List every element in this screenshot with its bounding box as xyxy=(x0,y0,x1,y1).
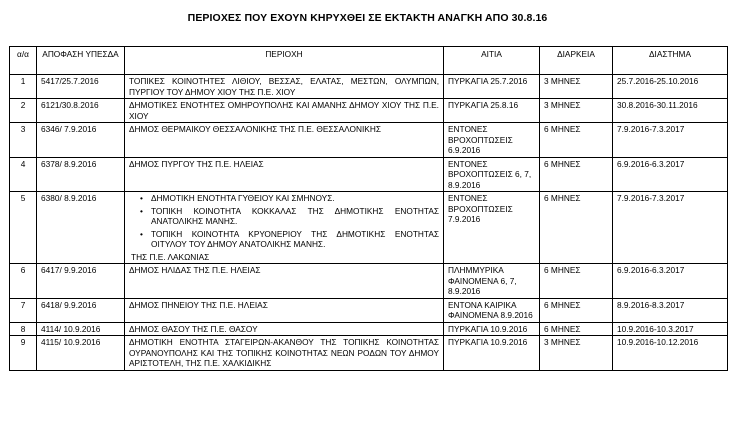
row-period: 25.7.2016-25.10.2016 xyxy=(613,75,728,99)
emergency-areas-table xyxy=(9,46,728,371)
table-row xyxy=(10,123,728,158)
row-period: 10.9.2016-10.12.2016 xyxy=(613,336,728,371)
row-no: 1 xyxy=(10,75,37,99)
list-item-text: ΔΗΜΟΤΙΚΗ ΕΝΟΤΗΤΑ ΓΥΘΕΙΟΥ ΚΑΙ ΣΜΗΝΟΥΣ. xyxy=(151,193,335,203)
row-period: 10.9.2016-10.3.2017 xyxy=(613,322,728,336)
header-no: α/α xyxy=(10,47,37,75)
table-row xyxy=(10,157,728,192)
header-cause: ΑΙΤΙΑ xyxy=(444,47,540,75)
row-cause: ΕΝΤΟΝΕΣ ΒΡΟΧΟΠΤΩΣΕΙΣ 7.9.2016 xyxy=(444,192,540,264)
row-no: 6 xyxy=(10,264,37,299)
table-row xyxy=(10,336,728,371)
bullet-icon: • xyxy=(140,193,143,203)
row-decision: 5417/25.7.2016 xyxy=(37,75,125,99)
row-duration: 6 ΜΗΝΕΣ xyxy=(540,264,613,299)
row-duration: 6 ΜΗΝΕΣ xyxy=(540,192,613,264)
row-no: 7 xyxy=(10,298,37,322)
header-duration: ΔΙΑΡΚΕΙΑ xyxy=(540,47,613,75)
row-area xyxy=(125,192,444,264)
row-decision: 6121/30.8.2016 xyxy=(37,99,125,123)
area-list xyxy=(129,193,439,250)
list-item-text: ΤΟΠΙΚΗ ΚΟΙΝΟΤΗΤΑ ΚΟΚΚΑΛΑΣ ΤΗΣ ΔΗΜΟΤΙΚΗΣ ΕΝΟΤΗΤΑΣ ΑΝΑΤΟΛΙΚΗΣ ΜΑΝΗΣ. xyxy=(151,205,439,226)
row-area: ΔΗΜΟΣ ΠΥΡΓΟΥ ΤΗΣ Π.Ε. ΗΛΕΙΑΣ xyxy=(125,157,444,192)
row-cause: ΕΝΤΟΝΕΣ ΒΡΟΧΟΠΤΩΣΕΙΣ 6, 7, 8.9.2016 xyxy=(444,157,540,192)
table-header-row xyxy=(10,47,728,75)
row-period: 7.9.2016-7.3.2017 xyxy=(613,123,728,158)
row-decision: 4115/ 10.9.2016 xyxy=(37,336,125,371)
bullet-icon: • xyxy=(140,205,143,216)
row-decision: 6378/ 8.9.2016 xyxy=(37,157,125,192)
row-decision: 6418/ 9.9.2016 xyxy=(37,298,125,322)
row-duration: 6 ΜΗΝΕΣ xyxy=(540,322,613,336)
row-duration: 3 ΜΗΝΕΣ xyxy=(540,99,613,123)
row-cause: ΕΝΤΟΝΑ ΚΑΙΡΙΚΑ ΦΑΙΝΟΜΕΝΑ 8.9.2016 xyxy=(444,298,540,322)
header-decision: ΑΠΟΦΑΣΗ ΥΠΕΣΔΑ xyxy=(37,47,125,75)
row-period: 7.9.2016-7.3.2017 xyxy=(613,192,728,264)
row-no: 8 xyxy=(10,322,37,336)
row-duration: 3 ΜΗΝΕΣ xyxy=(540,75,613,99)
row-area: ΔΗΜΟΤΙΚΕΣ ΕΝΟΤΗΤΕΣ ΟΜΗΡΟΥΠΟΛΗΣ ΚΑΙ ΑΜΑΝΗΣ ΔΗΜΟΥ ΧΙΟΥ ΤΗΣ Π.Ε. ΧΙΟΥ xyxy=(125,99,444,123)
row-decision: 6417/ 9.9.2016 xyxy=(37,264,125,299)
row-no: 5 xyxy=(10,192,37,264)
row-no: 4 xyxy=(10,157,37,192)
list-item xyxy=(140,205,439,227)
document-title: ΠΕΡΙΟΧΕΣ ΠΟΥ ΕΧΟΥΝ ΚΗΡΥΧΘΕΙ ΣΕ ΕΚΤΑΚΤΗ ΑΝΑΓΚΗ ΑΠΟ 30.8.16 xyxy=(187,12,548,24)
row-cause: ΠΥΡΚΑΓΙΑ 25.8.16 xyxy=(444,99,540,123)
table-row xyxy=(10,298,728,322)
table-row xyxy=(10,264,728,299)
row-area: ΔΗΜΟΣ ΘΕΡΜΑΙΚΟΥ ΘΕΣΣΑΛΟΝΙΚΗΣ ΤΗΣ Π.Ε. ΘΕΣΣΑΛΟΝΙΚΗΣ xyxy=(125,123,444,158)
row-cause: ΠΥΡΚΑΓΙΑ 25.7.2016 xyxy=(444,75,540,99)
table-row xyxy=(10,75,728,99)
list-item xyxy=(140,193,439,204)
list-item xyxy=(140,228,439,250)
table-row xyxy=(10,192,728,264)
row-duration: 3 ΜΗΝΕΣ xyxy=(540,336,613,371)
row-area: ΔΗΜΟΣ ΠΗΝΕΙΟΥ ΤΗΣ Π.Ε. ΗΛΕΙΑΣ xyxy=(125,298,444,322)
row-period: 30.8.2016-30.11.2016 xyxy=(613,99,728,123)
row-area: ΔΗΜΟΣ ΗΛΙΔΑΣ ΤΗΣ Π.Ε. ΗΛΕΙΑΣ xyxy=(125,264,444,299)
row-area: ΔΗΜΟΣ ΘΑΣΟΥ ΤΗΣ Π.Ε. ΘΑΣΟΥ xyxy=(125,322,444,336)
row-no: 2 xyxy=(10,99,37,123)
area-tail: ΤΗΣ Π.Ε. ΛΑΚΩΝΙΑΣ xyxy=(131,251,210,262)
row-period: 8.9.2016-8.3.2017 xyxy=(613,298,728,322)
row-cause: ΠΥΡΚΑΓΙΑ 10.9.2016 xyxy=(444,336,540,371)
row-decision: 6346/ 7.9.2016 xyxy=(37,123,125,158)
row-cause: ΠΥΡΚΑΓΙΑ 10.9.2016 xyxy=(444,322,540,336)
table-row xyxy=(10,322,728,336)
row-cause: ΠΛΗΜΜΥΡΙΚΑ ΦΑΙΝΟΜΕΝΑ 6, 7, 8.9.2016 xyxy=(444,264,540,299)
row-duration: 6 ΜΗΝΕΣ xyxy=(540,157,613,192)
row-no: 9 xyxy=(10,336,37,371)
row-no: 3 xyxy=(10,123,37,158)
bullet-icon: • xyxy=(140,228,143,239)
header-area: ΠΕΡΙΟΧΗ xyxy=(125,47,444,75)
list-item-text: ΤΟΠΙΚΗ ΚΟΙΝΟΤΗΤΑ ΚΡΥΟΝΕΡΙΟΥ ΤΗΣ ΔΗΜΟΤΙΚΗΣ ΕΝΟΤΗΤΑΣ ΟΙΤΥΛΟΥ ΤΟΥ ΔΗΜΟΥ ΑΝΑΤΟΛΙΚΗΣ ΜΑΝΗΣ. xyxy=(151,228,439,249)
header-period: ΔΙΑΣΤΗΜΑ xyxy=(613,47,728,75)
row-period: 6.9.2016-6.3.2017 xyxy=(613,157,728,192)
row-duration: 6 ΜΗΝΕΣ xyxy=(540,123,613,158)
row-cause: ΕΝΤΟΝΕΣ ΒΡΟΧΟΠΤΩΣΕΙΣ 6.9.2016 xyxy=(444,123,540,158)
table-row xyxy=(10,99,728,123)
row-area: ΤΟΠΙΚΕΣ ΚΟΙΝΟΤΗΤΕΣ ΛΙΘΙΟΥ, ΒΕΣΣΑΣ, ΕΛΑΤΑΣ, ΜΕΣΤΩΝ, ΟΛΥΜΠΩΝ, ΠΥΡΓΙΟΥ ΤΟΥ ΔΗΜΟΥ ΧΙΟΥ ΤΗΣ Π.Ε. ΧΙΟΥ xyxy=(125,75,444,99)
row-period: 6.9.2016-6.3.2017 xyxy=(613,264,728,299)
row-decision: 6380/ 8.9.2016 xyxy=(37,192,125,264)
row-decision: 4114/ 10.9.2016 xyxy=(37,322,125,336)
row-area: ΔΗΜΟΤΙΚΗ ΕΝΟΤΗΤΑ ΣΤΑΓΕΙΡΩΝ-ΑΚΑΝΘΟΥ ΤΗΣ ΤΟΠΙΚΗΣ ΚΟΙΝΟΤΗΤΑΣ ΟΥΡΑΝΟΥΠΟΛΗΣ ΚΑΙ ΤΗΣ ΤΟΠΙΚΗΣ ΚΟΙΝΟΤΗΤΑΣ ΝΕΩΝ ΡΟΔΩΝ ΤΟΥ ΔΗΜΟΥ ΑΡΙΣΤΟΤΕΛΗ, ΤΗΣ Π.Ε. ΧΑΛΚΙΔΙΚΗΣ xyxy=(125,336,444,371)
row-duration: 6 ΜΗΝΕΣ xyxy=(540,298,613,322)
